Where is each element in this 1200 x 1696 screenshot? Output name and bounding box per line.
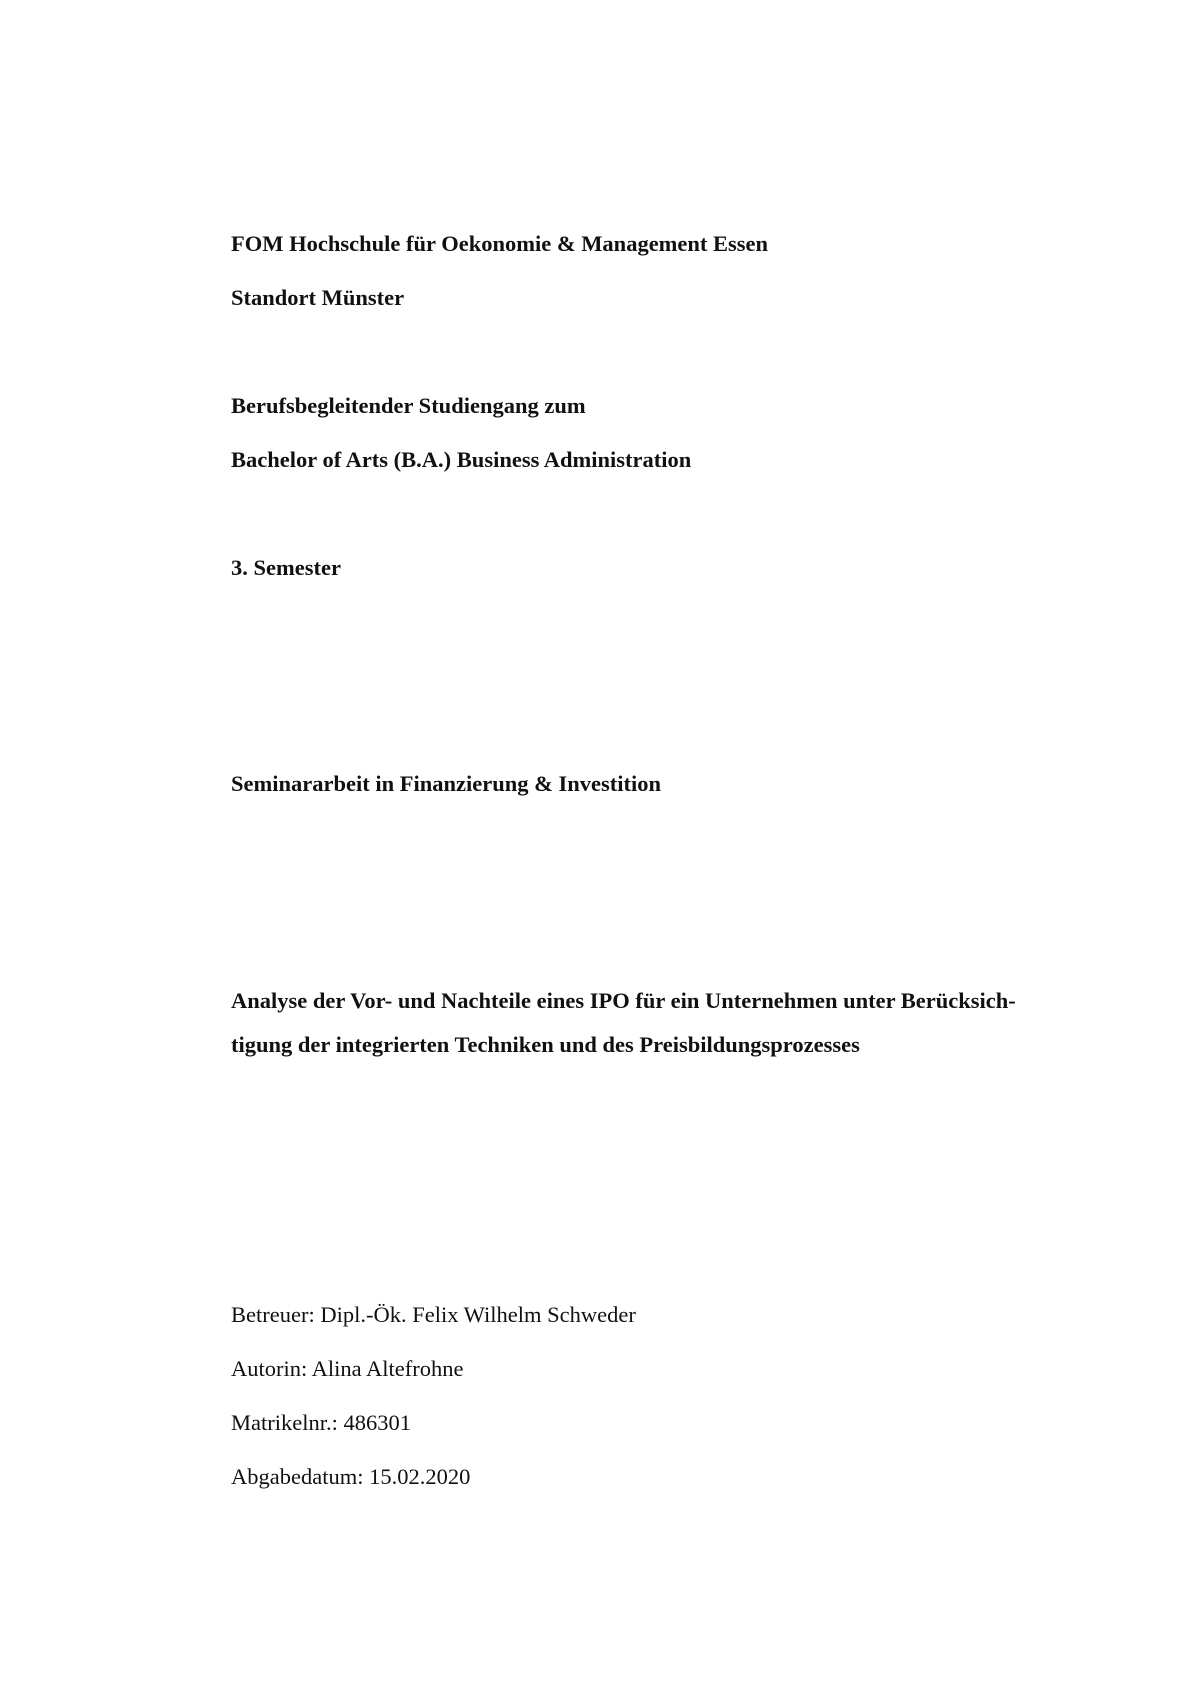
program-line-1: Berufsbegleitender Studiengang zum [231, 393, 586, 418]
submission-date: Abgabedatum: 15.02.2020 [231, 1464, 471, 1489]
thesis-title-line-1: Analyse der Vor- und Nachteile eines IPO für ein Unternehmen unter Berücksich- [231, 988, 1016, 1013]
program-line-2: Bachelor of Arts (B.A.) Business Administration [231, 447, 692, 472]
thesis-title-line-2: tigung der integrierten Techniken und des Preisbildungsprozesses [231, 1032, 860, 1057]
campus-location: Standort Münster [231, 285, 405, 310]
institution-name: FOM Hochschule für Oekonomie & Management Essen [231, 231, 769, 256]
semester: 3. Semester [231, 555, 341, 580]
supervisor: Betreuer: Dipl.-Ök. Felix Wilhelm Schweder [231, 1302, 636, 1327]
author: Autorin: Alina Altefrohne [231, 1356, 464, 1381]
matriculation-number: Matrikelnr.: 486301 [231, 1410, 411, 1435]
paper-type: Seminararbeit in Finanzierung & Investition [231, 771, 662, 796]
